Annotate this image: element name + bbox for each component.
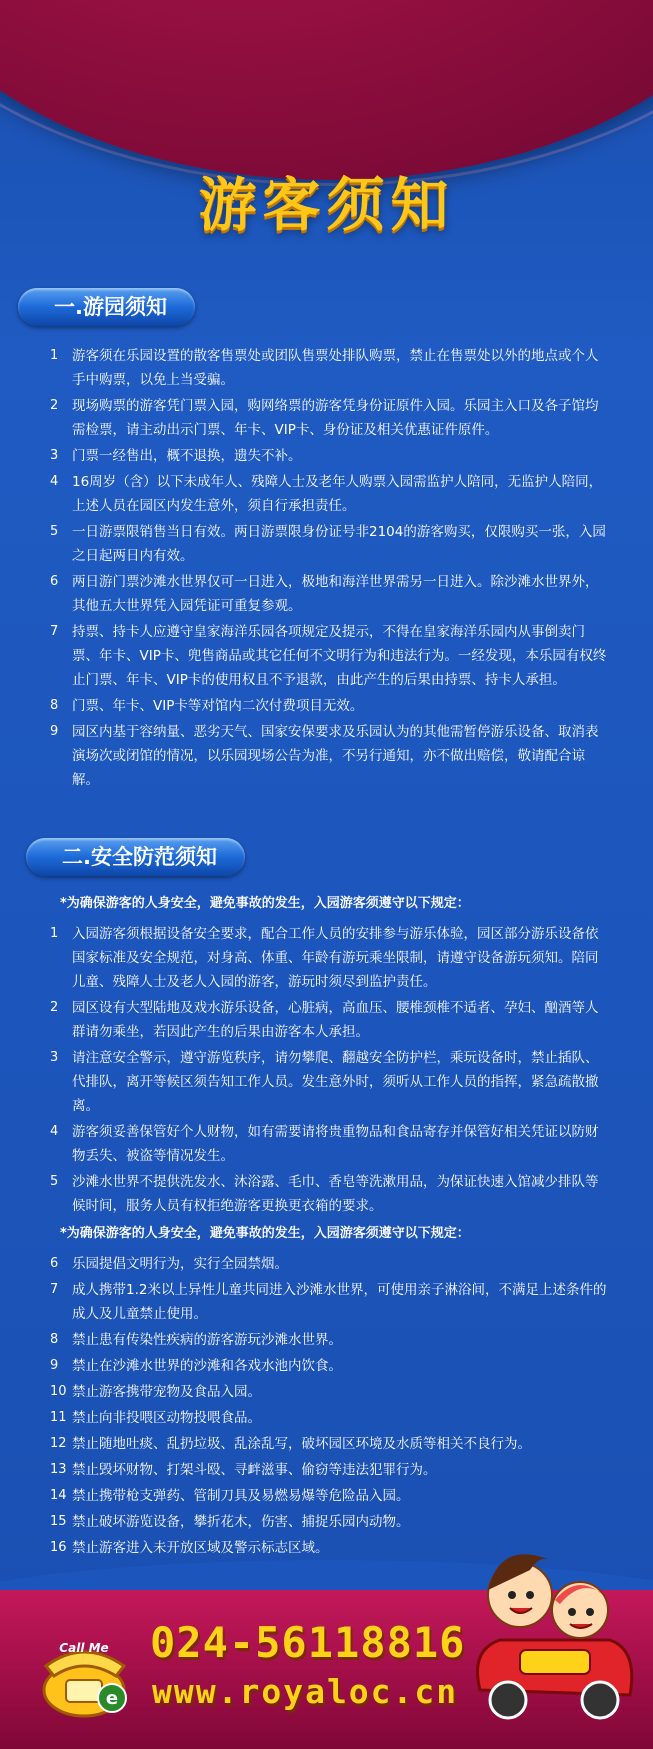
item-text: 禁止在沙滩水世界的沙滩和各戏水池内饮食。 xyxy=(72,1358,342,1374)
list-item xyxy=(50,620,610,692)
item-number: 3 xyxy=(50,448,59,463)
item-text: 一日游票限销售当日有效。两日游票限身份证号非2104的游客购买，仅限购买一张，入园之日起两日内有效。 xyxy=(72,524,606,564)
list-item xyxy=(50,1354,610,1378)
list-item xyxy=(50,1278,610,1326)
list-item xyxy=(50,344,610,392)
item-text: 禁止破坏游览设备，攀折花木，伤害、捕捉乐园内动物。 xyxy=(72,1514,410,1530)
mascot-car-illustration xyxy=(460,1500,645,1730)
list-item xyxy=(50,922,610,994)
item-text: 沙滩水世界不提供洗发水、沐浴露、毛巾、香皂等洗漱用品，为保证快速入馆减少排队等候时间，服务人员有权拒绝游客更换更衣箱的要求。 xyxy=(72,1174,599,1214)
item-text: 两日游门票沙滩水世界仅可一日进入，极地和海洋世界需另一日进入。除沙滩水世界外，其他五大世界凭入园凭证可重复参观。 xyxy=(72,574,599,614)
item-text: 禁止游客携带宠物及食品入园。 xyxy=(72,1384,261,1400)
section-heading-safety-rules: 二.安全防范须知 xyxy=(26,838,245,876)
item-text: 乐园提倡文明行为，实行全园禁烟。 xyxy=(72,1256,288,1272)
item-text: 持票、持卡人应遵守皇家海洋乐园各项规定及提示，不得在皇家海洋乐园内从事倒卖门票、年卡、VIP卡、兜售商品或其它任何不文明行为和违法行为。一经发现，本乐园有权终止门票、年卡、VIP卡的使用权且不予退款，由此产生的后果由持票、持卡人承担。 xyxy=(72,624,607,688)
list-item xyxy=(50,720,610,792)
item-number: 1 xyxy=(50,348,59,363)
item-number: 10 xyxy=(50,1384,67,1399)
item-text: 禁止患有传染性疾病的游客游玩沙滩水世界。 xyxy=(72,1332,342,1348)
list-item xyxy=(50,1458,610,1482)
list-item xyxy=(50,996,610,1044)
item-number: 2 xyxy=(50,398,59,413)
list-item xyxy=(50,570,610,618)
list-item xyxy=(50,1328,610,1352)
list-item xyxy=(50,444,610,468)
item-number: 2 xyxy=(50,1000,59,1015)
item-number: 4 xyxy=(50,1124,59,1139)
item-number: 12 xyxy=(50,1436,67,1451)
item-number: 16 xyxy=(50,1540,67,1555)
item-text: 禁止游客进入未开放区域及警示标志区域。 xyxy=(72,1540,329,1556)
item-text: 游客须在乐园设置的散客售票处或团队售票处排队购票，禁止在售票处以外的地点或个人手中购票，以免上当受骗。 xyxy=(72,348,599,388)
item-number: 8 xyxy=(50,698,59,713)
item-number: 9 xyxy=(50,724,59,739)
page-title: 游客须知 xyxy=(198,171,455,239)
item-number: 13 xyxy=(50,1462,67,1477)
item-text: 成人携带1.2米以上异性儿童共同进入沙滩水世界，可使用亲子淋浴间，不满足上述条件的成人及儿童禁止使用。 xyxy=(72,1282,607,1322)
item-number: 5 xyxy=(50,524,59,539)
item-number: 9 xyxy=(50,1358,59,1373)
item-text: 游客须妥善保管好个人财物，如有需要请将贵重物品和食品寄存并保管好相关凭证以防财物丢失、被盗等情况发生。 xyxy=(72,1124,599,1164)
phone-number[interactable]: 024-56118816 xyxy=(150,1618,466,1667)
safety-rules-list xyxy=(50,888,610,1562)
item-text: 禁止向非投喂区动物投喂食品。 xyxy=(72,1410,261,1426)
list-item xyxy=(50,1046,610,1118)
list-item xyxy=(50,1170,610,1218)
list-item xyxy=(50,1406,610,1430)
call-me-label: Call Me xyxy=(59,1641,109,1655)
svg-text:e: e xyxy=(105,1688,119,1709)
item-number: 5 xyxy=(50,1174,59,1189)
item-text: 现场购票的游客凭门票入园，购网络票的游客凭身份证原件入园。乐园主入口及各子馆均需检票，请主动出示门票、年卡、VIP卡、身份证及相关优惠证件原件。 xyxy=(72,398,599,438)
item-number: 7 xyxy=(50,624,59,639)
item-number: 6 xyxy=(50,574,59,589)
item-number: 8 xyxy=(50,1332,59,1347)
section-heading-park-rules: 一.游园须知 xyxy=(18,288,195,326)
item-number: 15 xyxy=(50,1514,67,1529)
safety-note: *为确保游客的人身安全，避免事故的发生，入园游客须遵守以下规定： xyxy=(60,1226,470,1241)
item-text: 禁止随地吐痰、乱扔垃圾、乱涂乱写，破坏园区环境及水质等相关不良行为。 xyxy=(72,1436,531,1452)
website-link[interactable]: www.royaloc.cn xyxy=(152,1672,459,1711)
park-rules-list xyxy=(50,344,610,794)
list-item xyxy=(50,1380,610,1404)
item-number: 7 xyxy=(50,1282,59,1297)
item-number: 4 xyxy=(50,474,59,489)
list-item xyxy=(50,470,610,518)
safety-note: *为确保游客的人身安全，避免事故的发生，入园游客须遵守以下规定： xyxy=(60,896,470,911)
item-number: 3 xyxy=(50,1050,59,1065)
item-number: 14 xyxy=(50,1488,67,1503)
list-item xyxy=(50,1432,610,1456)
list-item xyxy=(50,394,610,442)
list-item xyxy=(50,1252,610,1276)
item-text: 门票一经售出，概不退换，遗失不补。 xyxy=(72,448,302,464)
list-item xyxy=(50,1120,610,1168)
item-text: 门票、年卡、VIP卡等对馆内二次付费项目无效。 xyxy=(72,698,364,714)
list-item xyxy=(50,694,610,718)
item-text: 禁止毁坏财物、打架斗殴、寻衅滋事、偷窃等违法犯罪行为。 xyxy=(72,1462,437,1478)
telephone-icon xyxy=(36,1632,136,1720)
item-text: 园区设有大型陆地及戏水游乐设备，心脏病，高血压、腰椎颈椎不适者、孕妇、酗酒等人群请勿乘坐，若因此产生的后果由游客本人承担。 xyxy=(72,1000,599,1040)
item-number: 6 xyxy=(50,1256,59,1271)
item-number: 11 xyxy=(50,1410,67,1425)
item-text: 16周岁（含）以下未成年人、残障人士及老年人购票入园需监护人陪同，无监护人陪同，上述人员在园区内发生意外，须自行承担责任。 xyxy=(72,474,603,514)
list-item xyxy=(50,520,610,568)
item-text: 请注意安全警示，遵守游览秩序，请勿攀爬、翻越安全防护栏，乘玩设备时，禁止插队、代排队，离开等候区须告知工作人员。发生意外时，须听从工作人员的指挥，紧急疏散撤离。 xyxy=(72,1050,599,1114)
item-number: 1 xyxy=(50,926,59,941)
item-text: 禁止携带枪支弹药、管制刀具及易燃易爆等危险品入园。 xyxy=(72,1488,410,1504)
item-text: 入园游客须根据设备安全要求，配合工作人员的安排参与游乐体验，园区部分游乐设备依国家标准及安全规范，对身高、体重、年龄有游玩乘坐限制，请遵守设备游玩须知。陪同儿童、残障人士及老人入园的游客，游玩时须尽到监护责任。 xyxy=(72,926,599,990)
item-text: 园区内基于容纳量、恶劣天气、国家安保要求及乐园认为的其他需暂停游乐设备、取消表演场次或闭馆的情况，以乐园现场公告为准，不另行通知，亦不做出赔偿，敬请配合谅解。 xyxy=(72,724,599,788)
